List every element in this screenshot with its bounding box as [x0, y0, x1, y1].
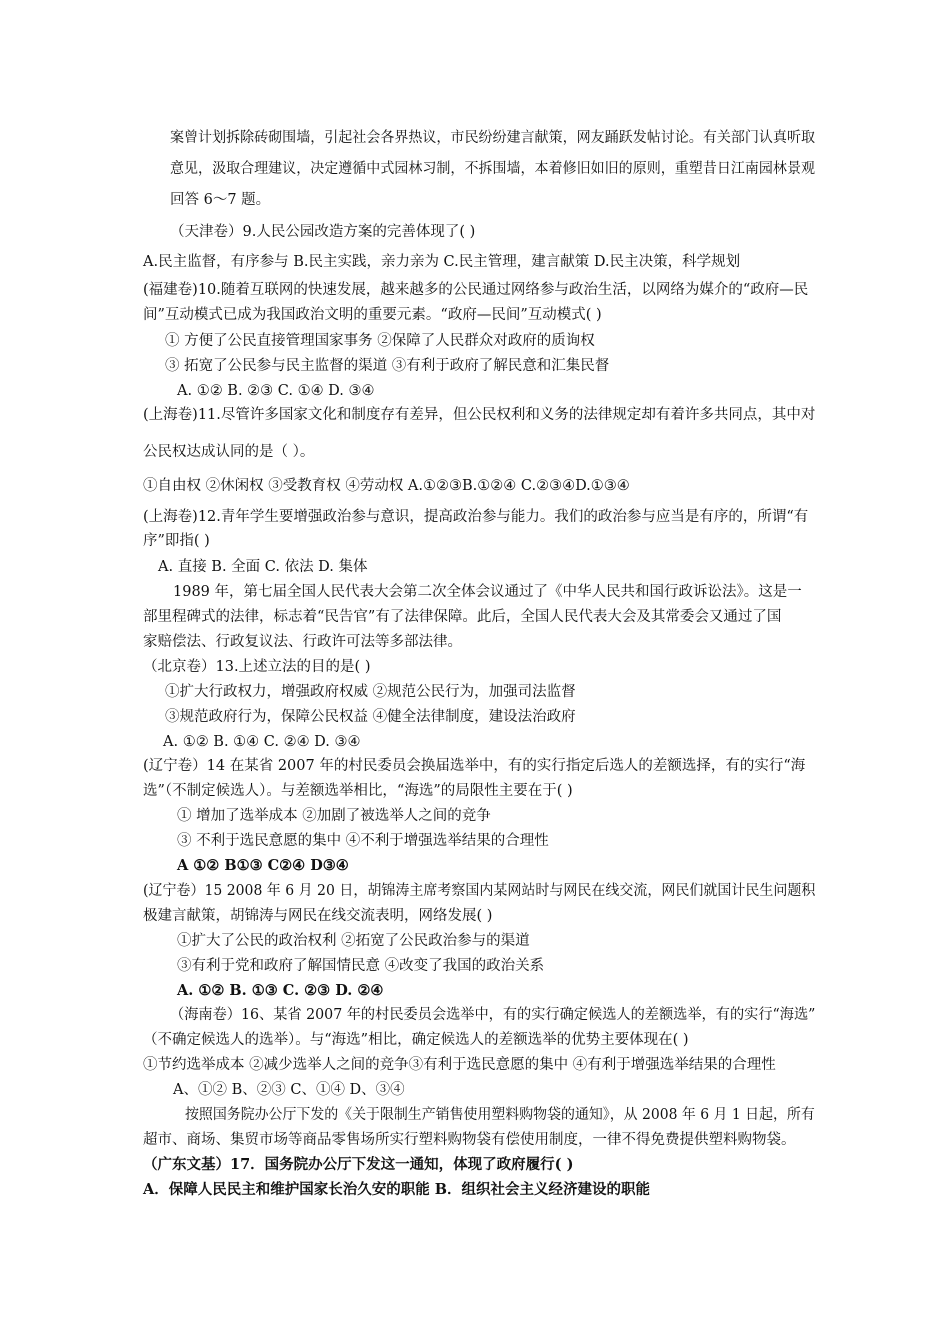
answer-options: ①自由权 ②休闲权 ③受教育权 ④劳动权 A.①②③B.①②④ C.②③④D.①③④: [143, 478, 630, 494]
answer-options: A．保障人民民主和维护国家长治久安的职能 B．组织社会主义经济建设的职能: [143, 1181, 651, 1198]
text-line: 极建言献策，胡锦涛与网民在线交流表明，网络发展( ): [143, 908, 493, 924]
question-9: （天津卷）9.人民公园改造方案的完善体现了( ): [170, 224, 476, 240]
answer-options: A. ①② B. ①③ C. ②③ D. ②④: [177, 982, 384, 999]
answer-options: A、①② B、②③ C、①④ D、③④: [173, 1082, 405, 1098]
text-line: ①扩大行政权力，增强政府权威 ②规范公民行为，加强司法监督: [165, 684, 576, 700]
question-14: (辽宁卷）14 在某省 2007 年的村民委员会换届选举中，有的实行指定后选人的差额选择，有的实行“海: [143, 758, 806, 774]
question-11: (上海卷)11.尽管许多国家文化和制度存有差异，但公民权利和义务的法律规定却有着许多共同点，其中对: [143, 407, 816, 423]
question-10: (福建卷)10.随着互联网的快速发展，越来越多的公民通过网络参与政治生活，以网络为媒介的“政府—民: [143, 282, 809, 298]
text-line: ① 增加了选举成本 ②加剧了被选举人之间的竞争: [177, 808, 491, 824]
answer-options: A. 直接 B. 全面 C. 依法 D. 集体: [158, 559, 368, 575]
question-17: （广东文基）17．国务院办公厅下发这一通知，体现了政府履行( ): [143, 1156, 574, 1173]
question-13: （北京卷）13.上述立法的目的是( ): [143, 659, 371, 675]
text-line: ③规范政府行为，保障公民权益 ④健全法律制度，建设法治政府: [165, 709, 576, 725]
text-line: 公民权达成认同的是（ ）。: [143, 444, 315, 460]
text-line: ① 方便了公民直接管理国家事务 ②保障了人民群众对政府的质询权: [165, 333, 595, 349]
text-line: 回答 6～7 题。: [170, 192, 271, 208]
text-line: 选”（不制定候选人）。与差额选举相比，“海选”的局限性主要在于( ): [143, 783, 573, 799]
text-line: 超市、商场、集贸市场等商品零售场所实行塑料购物袋有偿使用制度，一律不得免费提供塑料购物袋。: [143, 1132, 796, 1148]
text-line: 家赔偿法、行政复议法、行政许可法等多部法律。: [143, 634, 462, 650]
text-line: 1989 年，第七届全国人民代表大会第二次全体会议通过了《中华人民共和国行政诉讼法》。这是一: [173, 584, 802, 600]
text-line: 案曾计划拆除砖砌围墙，引起社会各界热议，市民纷纷建言献策，网友踊跃发帖讨论。有关部门认真听取: [170, 130, 815, 146]
text-line: ③有利于党和政府了解国情民意 ④改变了我国的政治关系: [177, 958, 545, 974]
question-16: （海南卷）16、某省 2007 年的村民委员会选举中，有的实行确定候选人的差额选举，有的实行“海选”: [170, 1007, 816, 1023]
question-12: (上海卷)12.青年学生要增强政治参与意识，提高政治参与能力。我们的政治参与应当是有序的，所谓“有: [143, 509, 809, 525]
text-line: 部里程碑式的法律，标志着“民告官”有了法律保障。此后，全国人民代表大会及其常委会又通过了国: [143, 609, 782, 625]
text-line: ③ 不利于选民意愿的集中 ④不利于增强选举结果的合理性: [177, 833, 549, 849]
answer-options: A.民主监督，有序参与 B.民主实践，亲力亲为 C.民主管理，建言献策 D.民主决策，科学规划: [143, 254, 741, 270]
text-line: 意见，汲取合理建议，决定遵循中式园林习制，不拆围墙，本着修旧如旧的原则，重塑昔日江南园林景观: [170, 161, 815, 177]
answer-options: A. ①② B. ②③ C. ①④ D. ③④: [177, 383, 375, 399]
text-line: 按照国务院办公厅下发的《关于限制生产销售使用塑料购物袋的通知》，从 2008 年 6 月 1 日起，所有: [185, 1107, 815, 1123]
answer-options: A ①② B①③ C②④ D③④: [177, 857, 349, 874]
text-line: ③ 拓宽了公民参与民主监督的渠道 ③有利于政府了解民意和汇集民督: [165, 358, 610, 374]
text-line: ①扩大了公民的政治权利 ②拓宽了公民政治参与的渠道: [177, 933, 530, 949]
text-line: （不确定候选人的选举）。与“海选”相比，确定候选人的差额选举的优势主要体现在( ): [143, 1032, 689, 1048]
text-line: 序”即指( ): [143, 533, 210, 549]
text-line: 间”互动模式已成为我国政治文明的重要元素。“政府—民间”互动模式( ): [143, 307, 602, 323]
answer-options: A. ①② B. ①④ C. ②④ D. ③④: [163, 734, 361, 750]
question-15: (辽宁卷）15 2008 年 6 月 20 日，胡锦涛主席考察国内某网站时与网民在线交流，网民们就国计民生问题积: [143, 883, 816, 899]
text-line: ①节约选举成本 ②减少选举人之间的竞争③有利于选民意愿的集中 ④有利于增强选举结果的合理性: [143, 1057, 776, 1073]
